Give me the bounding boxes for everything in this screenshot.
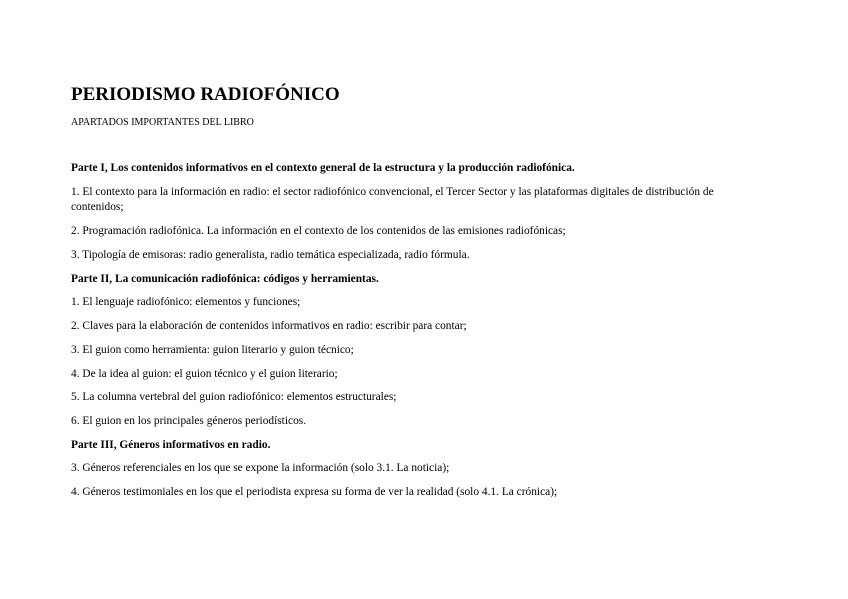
part2-heading: Parte II, La comunicación radiofónica: códigos y herramientas.: [71, 273, 379, 285]
page-title: PERIODISMO RADIOFÓNICO: [71, 84, 340, 105]
part2-item-5: 5. La columna vertebral del guion radiofónico: elementos estructurales;: [71, 391, 397, 403]
part1-item-1: 1. El contexto para la información en radio: el sector radiofónico convencional, el Tercer Sector y las plataformas digitales de distribución de contenidos;: [71, 186, 714, 213]
part1-item-3: 3. Tipología de emisoras: radio generalista, radio temática especializada, radio fórmula.: [71, 249, 470, 261]
part1-item-2: 2. Programación radiofónica. La información en el contexto de los contenidos de las emisiones radiofónicas;: [71, 225, 566, 237]
part2-item-1: 1. El lenguaje radiofónico: elementos y funciones;: [71, 296, 301, 308]
part2-item-2: 2. Claves para la elaboración de contenidos informativos en radio: escribir para contar;: [71, 320, 467, 332]
part3-item-1: 3. Géneros referenciales en los que se expone la información (solo 3.1. La noticia);: [71, 462, 450, 474]
part2-item-3: 3. El guion como herramienta: guion literario y guion técnico;: [71, 344, 354, 356]
part3-heading: Parte III, Géneros informativos en radio.: [71, 439, 271, 451]
part2-item-6: 6. El guion en los principales géneros periodísticos.: [71, 415, 307, 427]
part2-item-4: 4. De la idea al guion: el guion técnico y el guion literario;: [71, 368, 338, 380]
part1-heading: Parte I, Los contenidos informativos en el contexto general de la estructura y la producción radiofónica.: [71, 162, 575, 174]
part3-item-2: 4. Géneros testimoniales en los que el periodista expresa su forma de ver la realidad (solo 4.1. La crónica);: [71, 486, 558, 498]
page-subtitle: APARTADOS IMPORTANTES DEL LIBRO: [71, 117, 254, 128]
